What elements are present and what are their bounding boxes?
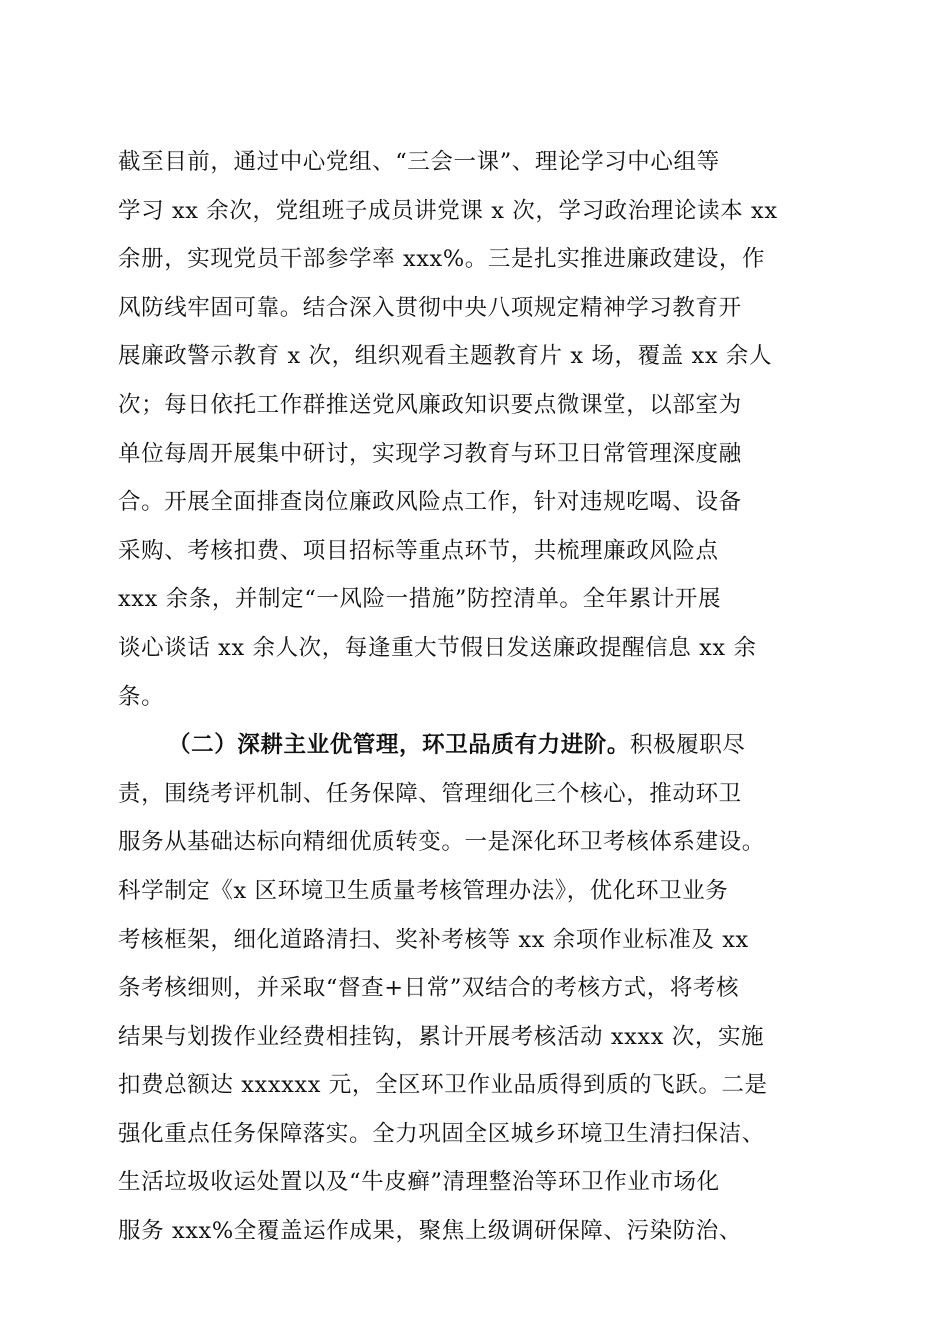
paragraph-2-line-9: 强化重点任务保障落实。全力巩固全区城乡环境卫生清扫保洁、 xyxy=(118,1120,765,1147)
paragraph-2-line-4: 科学制定《x 区环境卫生质量考核管理办法》，优化环卫业务 xyxy=(118,877,729,904)
paragraph-2-first-line-text: 积极履职尽 xyxy=(630,732,746,759)
paragraph-2-line-2: 责，围绕考评机制、任务保障、管理细化三个核心，推动环卫 xyxy=(118,780,742,807)
paragraph-2-line-7: 结果与划拨作业经费相挂钩，累计开展考核活动 xxxx 次，实施 xyxy=(118,1023,765,1050)
paragraph-2-line-11: 服务 xxx%全覆盖运作成果，聚焦上级调研保障、污染防治、 xyxy=(118,1218,742,1245)
paragraph-1-line-10: xxx 余条，并制定“一风险一措施”防控清单。全年累计开展 xyxy=(118,586,722,613)
document-body xyxy=(118,138,838,1256)
paragraph-2-line-8: 扣费总额达 xxxxxx 元，全区环卫作业品质得到质的飞跃。二是 xyxy=(118,1072,768,1099)
paragraph-2-line-10: 生活垃圾收运处置以及“牛皮癣”清理整治等环卫作业市场化 xyxy=(118,1169,720,1196)
paragraph-1-line-7: 单位每周开展集中研讨，实现学习教育与环卫日常管理深度融 xyxy=(118,440,742,467)
paragraph-1-line-3: 余册，实现党员干部参学率 xxx%。三是扎实推进廉政建设，作 xyxy=(118,246,766,273)
paragraph-1-line-8: 合。开展全面排查岗位廉政风险点工作，针对违规吃喝、设备 xyxy=(118,489,742,516)
paragraph-1-line-12: 条。 xyxy=(118,683,165,710)
paragraph-1-line-2: 学习 xx 余次，党组班子成员讲党课 x 次，学习政治理论读本 xx xyxy=(118,197,778,224)
section-heading: （二）深耕主业优管理，环卫品质有力进阶。 xyxy=(168,732,631,759)
paragraph-1-line-5: 展廉政警示教育 x 次，组织观看主题教育片 x 场，覆盖 xx 余人 xyxy=(118,343,773,370)
paragraph-1-line-4: 风防线牢固可靠。结合深入贯彻中央八项规定精神学习教育开 xyxy=(118,294,742,321)
paragraph-2-first-line xyxy=(118,721,838,770)
paragraph-1-line-9: 采购、考核扣费、项目招标等重点环节，共梳理廉政风险点 xyxy=(118,537,719,564)
paragraph-1-line-6: 次；每日依托工作群推送党风廉政知识要点微课堂，以部室为 xyxy=(118,391,742,418)
paragraph-2-line-5: 考核框架，细化道路清扫、奖补考核等 xx 余项作业标准及 xx xyxy=(118,926,749,953)
paragraph-1-line-1: 截至目前，通过中心党组、“三会一课”、理论学习中心组等 xyxy=(118,149,720,175)
paragraph-2-line-3: 服务从基础达标向精细优质转变。一是深化环卫考核体系建设。 xyxy=(118,829,765,856)
paragraph-1-line-11: 谈心谈话 xx 余人次，每逢重大节假日发送廉政提醒信息 xx 余 xyxy=(118,634,757,661)
paragraph-2-line-6: 条考核细则，并采取“督查+日常”双结合的考核方式，将考核 xyxy=(118,975,740,1002)
